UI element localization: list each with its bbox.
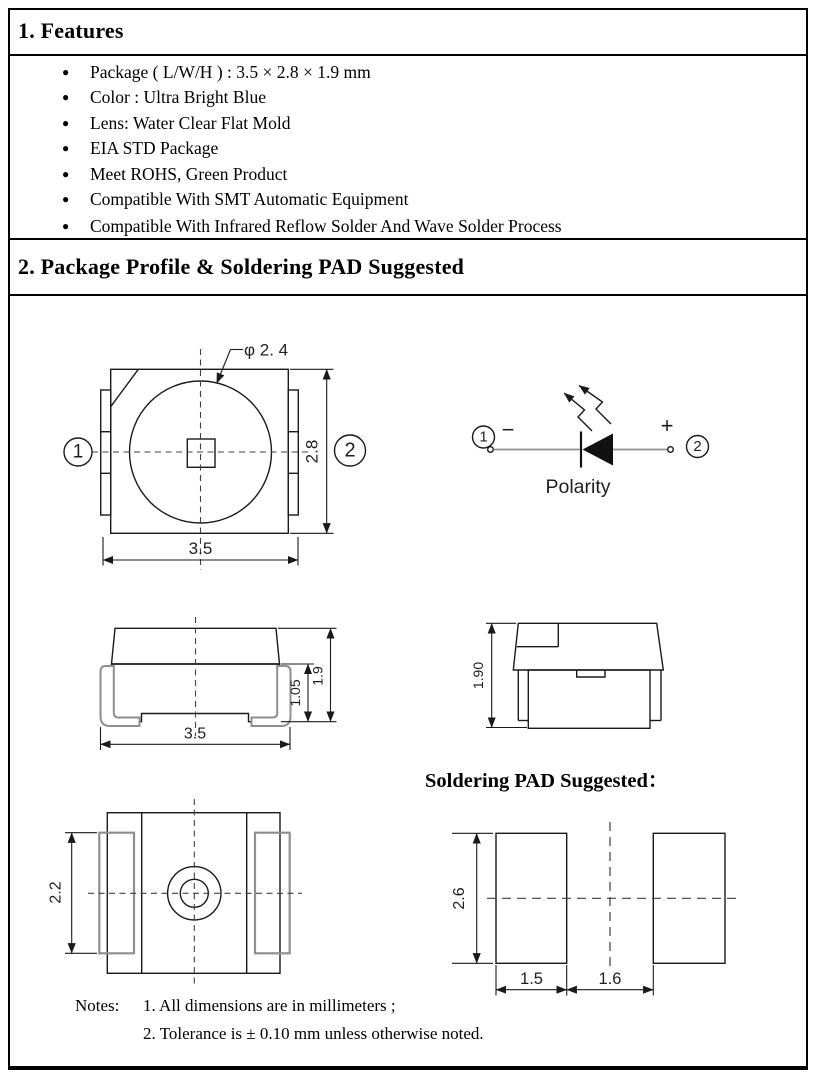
base-outline bbox=[528, 670, 650, 728]
notes-line-2 bbox=[143, 1024, 484, 1044]
top-view bbox=[64, 341, 366, 571]
feature-item bbox=[56, 87, 266, 109]
bullet-icon: ● bbox=[62, 141, 70, 155]
feature-text: Lens: Water Clear Flat Mold bbox=[90, 112, 291, 133]
mold-profile bbox=[112, 628, 280, 664]
right-lead-wrap bbox=[252, 666, 291, 726]
pad-height-label: 2.6 bbox=[451, 887, 468, 910]
light-emission-arrow bbox=[579, 386, 611, 425]
feature-text: Color : Ultra Bright Blue bbox=[90, 87, 266, 107]
left-electrode bbox=[99, 833, 134, 954]
right-terminal-dot bbox=[668, 447, 674, 453]
feature-item bbox=[56, 163, 287, 185]
bullet-icon: ● bbox=[62, 218, 70, 233]
electrode-length-label: 2.2 bbox=[47, 881, 65, 904]
lens-leader-line bbox=[217, 350, 231, 384]
pin2-number: 2 bbox=[344, 439, 356, 462]
polarity-caption: Polarity bbox=[545, 476, 611, 498]
section2-title: 2. Package Profile & Soldering PAD Suggested bbox=[18, 254, 465, 279]
solder-pad-layout bbox=[451, 822, 737, 996]
side-view bbox=[101, 617, 337, 750]
package-profile-drawing bbox=[0, 296, 817, 1066]
feature-text: Meet ROHS, Green Product bbox=[90, 163, 288, 184]
height-dimension-label: 2.8 bbox=[302, 439, 322, 464]
bullet-icon: ● bbox=[62, 166, 70, 181]
pad-gap-label: 1.6 bbox=[598, 970, 622, 988]
bullet-icon: ● bbox=[62, 64, 70, 79]
lens-diameter-label: φ 2. 4 bbox=[244, 340, 289, 360]
bullet-icon: ● bbox=[62, 115, 70, 130]
feature-text: Compatible With SMT Automatic Equipment bbox=[90, 189, 409, 209]
polarity-diagram bbox=[473, 386, 709, 499]
diode-triangle bbox=[583, 434, 614, 466]
feature-text: Compatible With Infrared Reflow Solder And Wave Solder Process bbox=[90, 215, 562, 236]
end-view bbox=[470, 623, 663, 728]
polarity-pin2-number: 2 bbox=[693, 438, 702, 455]
feature-item bbox=[56, 61, 371, 83]
pad-width-label: 1.5 bbox=[520, 970, 543, 988]
feature-item bbox=[56, 112, 290, 134]
pin1-number: 1 bbox=[72, 441, 84, 463]
led-die-square bbox=[187, 439, 215, 467]
note-1: 1. All dimensions are in millimeters ; bbox=[143, 996, 396, 1015]
left-lead-wrap bbox=[101, 666, 140, 726]
top-notch bbox=[577, 670, 605, 677]
pad-heading: Soldering PAD Suggested： bbox=[425, 770, 669, 792]
section2-header bbox=[8, 238, 808, 296]
section1-header bbox=[8, 8, 808, 56]
feature-item bbox=[56, 189, 409, 211]
height-label: 1.90 bbox=[470, 661, 486, 690]
bottom-view bbox=[48, 799, 303, 986]
total-height-label: 1.9 bbox=[309, 666, 326, 686]
bullet-icon: ● bbox=[62, 192, 70, 206]
notes-label: Notes: bbox=[75, 996, 120, 1015]
base-height-label: 1.05 bbox=[287, 679, 303, 707]
cathode-corner-notch bbox=[111, 369, 139, 406]
feature-item bbox=[56, 138, 218, 160]
feature-item bbox=[56, 215, 562, 237]
notes-line-1 bbox=[75, 996, 396, 1016]
minus-sign: − bbox=[501, 417, 515, 442]
package-body-outline bbox=[111, 369, 289, 533]
note-2: 2. Tolerance is ± 0.10 mm unless otherwise noted. bbox=[143, 1024, 484, 1043]
feature-text: Package ( L/W/H ) : 3.5 × 2.8 × 1.9 mm bbox=[90, 61, 371, 82]
left-terminal-dot bbox=[488, 447, 494, 453]
bullet-icon: ● bbox=[62, 90, 70, 104]
light-emission-arrow bbox=[564, 393, 592, 431]
width-dimension-label: 3.5 bbox=[188, 539, 213, 558]
section1-title: 1. Features bbox=[18, 18, 124, 43]
width-label: 3.5 bbox=[183, 725, 207, 743]
plus-sign: + bbox=[660, 413, 674, 438]
polarity-pin1-number: 1 bbox=[479, 428, 488, 446]
feature-text: EIA STD Package bbox=[90, 138, 219, 158]
